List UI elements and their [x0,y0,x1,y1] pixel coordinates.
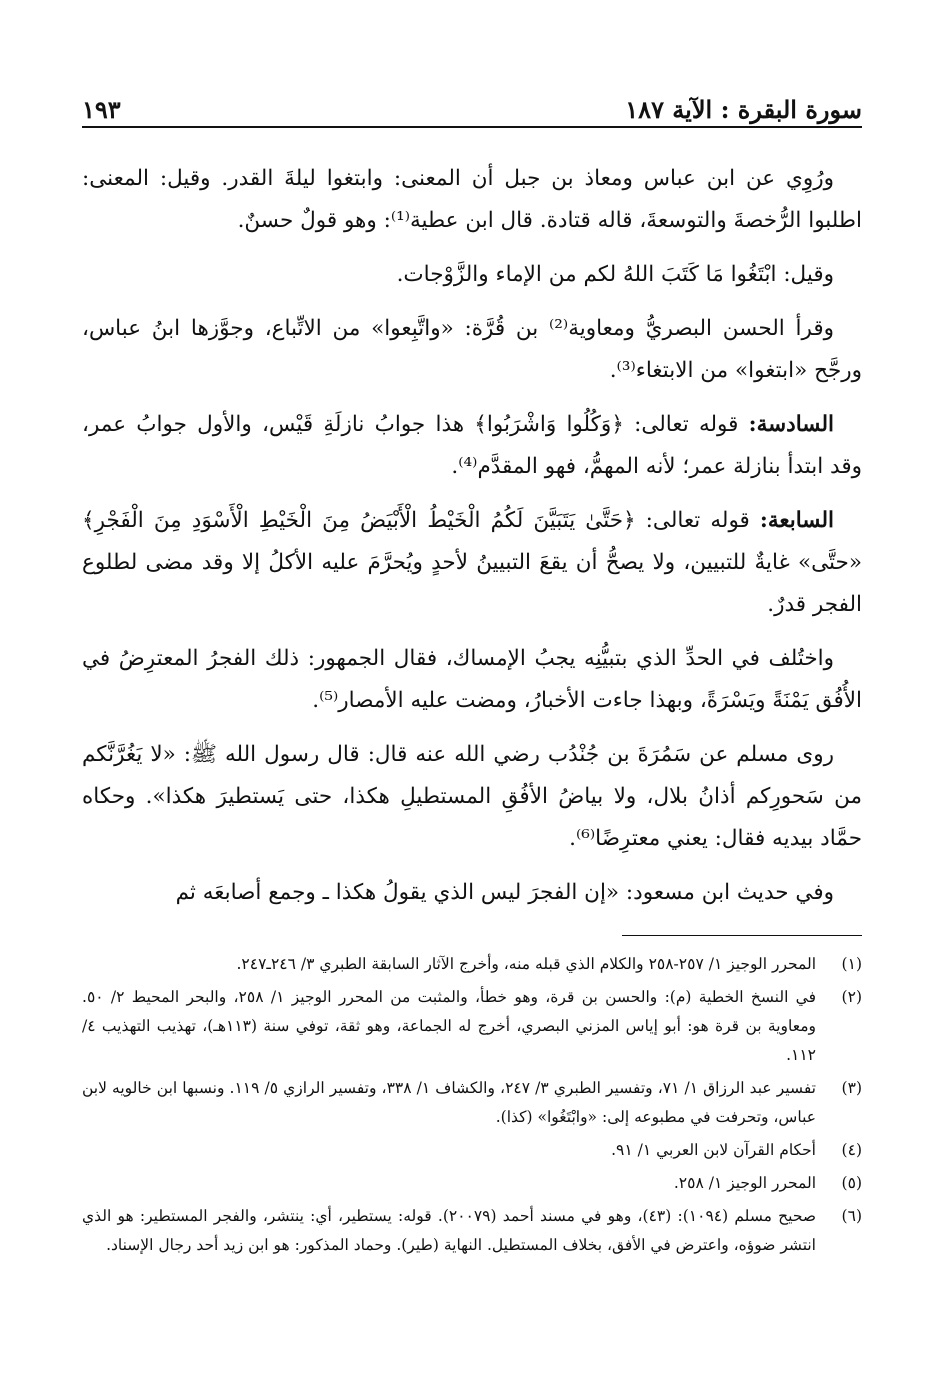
footnote-number: (٣) [841,1079,862,1097]
footnote [82,1202,862,1260]
footnote-number: (٥) [841,1174,862,1192]
paragraph: السادسة: قوله تعالى: ﴿وَكُلُوا وَاشْرَبُوا﴾ هذا جوابُ نازلَةِ قَيْس، والأول جوابُ عمر، وقد ابتدأ بنازلة عمر؛ لأنه المهمُّ، فهو المقدَّم⁽⁴⁾. [82,412,862,479]
page-number: ١٩٣ [82,95,121,124]
footnote-text: في النسخ الخطية (م): والحسن بن قرة، وهو خطأ، والمثبت من المحرر الوجيز ١/ ٢٥٨، والبحر المحيط ٢/ ٥٠. ومعاوية بن قرة هو: أبو إياس المزني البصري، أخرج له الجماعة، وهو ثقة، توفي سنة (١١٣هـ)، تهذيب التهذيب ٤/ ١١٢. [82,988,817,1064]
paragraph: وقيل: ابْتَغُوا مَا كَتَبَ اللهُ لكم من الإماء والزَّوْجات. [396,262,834,287]
footnote-number: (٦) [841,1207,862,1225]
footnotes [82,950,862,1264]
paragraph: السابعة: قوله تعالى: ﴿حَتَّىٰ يَتَبَيَّنَ لَكُمُ الْخَيْطُ الْأَبْيَضُ مِنَ الْخَيْطِ الْأَسْوَدِ مِنَ الْفَجْرِ﴾ «حتَّى» غايةٌ للتبيين، ولا يصحُّ أن يقعَ التبيينُ لأحدٍ ويُحرَّمَ عليه الأكلُ إلا وقد مضى لطلوع الفجر قدرٌ. [82,508,862,617]
footnote-rule [622,935,862,936]
footnote [82,1136,862,1165]
footnote-text: صحيح مسلم (١٠٩٤): (٤٣)، وهو في مسند أحمد (٢٠٠٧٩). قوله: يستطير، أي: ينتشر، والفجر المستطير: هو الذي انتشر ضوؤه، واعترض في الأفق، بخلاف المستطيل. النهاية (طير). وحماد المذكور: هو ابن زيد أحد رجال الإسناد. [82,1207,817,1254]
paragraph: وقرأ الحسن البصريُّ ومعاوية⁽²⁾ بن قُرَّة: «واتَّبِعوا» من الاتِّباع، وجوَّزها ابنُ عباس، ورجَّح «ابتغوا» من الابتغاء⁽³⁾. [82,316,862,383]
paragraph: ورُوِي عن ابن عباس ومعاذ بن جبل أن المعنى: وابتغوا ليلةَ القدر. وقيل: المعنى: اطلبوا الرُّخصةَ والتوسعةَ، قاله قتادة. قال ابن عطية⁽¹⁾: وهو قولٌ حسنٌ. [82,166,862,233]
header-rule [82,126,862,128]
footnote-text: المحرر الوجيز ١/ ٢٥٧-٢٥٨ والكلام الذي قبله منه، وأخرج الآثار السابقة الطبري ٣/ ٢٤٦ـ٢٤٧. [236,955,816,973]
page-header [82,86,862,124]
paragraph: روى مسلم عن سَمُرَةَ بن جُنْدُب رضي الله عنه قال: قال رسول الله ﷺ: «لا يَغُرَّنَّكم من سَحورِكم أذانُ بلال، ولا بياضُ الأفُقِ المستطيلِ هكذا، حتى يَستطيرَ هكذا». وحكاه حمَّاد بيديه فقال: يعني معترِضًا⁽⁶⁾. [82,742,862,851]
running-title: سورة البقرة : الآية ١٨٧ [625,95,862,124]
footnote-number: (٢) [841,988,862,1006]
footnote [82,1074,862,1132]
paragraph: وفي حديث ابن مسعود: «إن الفجرَ ليس الذي يقولُ هكذا ـ وجمع أصابعَه ثم [175,880,834,905]
footnote [82,1169,862,1198]
book-page [82,0,862,1389]
footnote [82,950,862,979]
footnote [82,983,862,1070]
section-heading: السادسة: [748,412,834,437]
main-text [82,158,862,926]
footnote-text: أحكام القرآن لابن العربي ١/ ٩١. [611,1141,816,1159]
footnote-text: المحرر الوجيز ١/ ٢٥٨. [673,1174,816,1192]
paragraph: واختُلف في الحدِّ الذي بتبيُّنِه يجبُ الإمساك، فقال الجمهور: ذلك الفجرُ المعترِضُ في الأُفُق يَمْنَةً ويَسْرَةً، وبهذا جاءت الأخبارُ، ومضت عليه الأمصار⁽⁵⁾. [82,646,862,713]
footnote-text: تفسير عبد الرزاق ١/ ٧١، وتفسير الطبري ٣/ ٢٤٧، والكشاف ١/ ٣٣٨، وتفسير الرازي ٥/ ١١٩. ونسبها ابن خالويه لابن عباس، وتحرفت في مطبوعه إلى: «وابْتَغُوا» (كذا). [82,1079,816,1126]
footnote-number: (١) [841,955,862,973]
footnote-number: (٤) [841,1141,862,1159]
section-heading: السابعة: [759,508,834,533]
